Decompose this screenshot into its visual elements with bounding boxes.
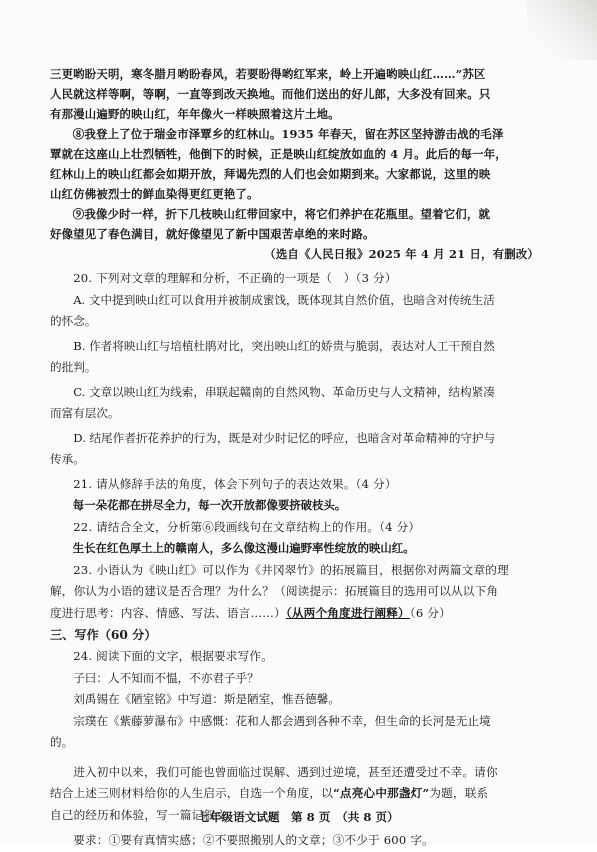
passage-line: 红林山上的映山红都会如期开放，拜谒先烈的人们也会如期到来。大家都说，这里的映 [50,167,491,181]
question-21 [50,474,553,517]
question-stem: 21. 请从修辞手法的角度，体会下列句子的表达效果。（4 分） [73,476,397,491]
question-line: 解，你认为小语的建议是否合理？为什么？（阅读提示：拓展篇目的选用可以从以下角 [50,584,499,598]
passage-line: ⑨我像少时一样，折下几枝映山红带回家中，将它们养护在花瓶里。望着它们，就 [72,207,491,221]
option-b: B. 作者将映山红与培植杜鹃对比，突出映山红的娇贵与脆弱，表达对人工干预自然 [73,338,495,353]
option-c: C. 文章以映山红为线索，串联起赣南的自然风物、革命历史与人文精神，结构紧凑 [73,384,495,399]
material-3-continued: 的。 [50,735,74,749]
question-text: 度进行思考：内容、情感、写法、语言……） [50,605,286,620]
reading-passage [50,64,553,264]
option-d: D. 结尾作者折花养护的行为，既是对少时记忆的呼应，也暗含对革命精神的守护与 [73,430,496,445]
passage-line: ⑧我登上了位于瑞金市泽覃乡的红林山。1935 年春天，留在苏区坚持游击战的毛泽 [72,127,504,141]
option-b-continued: 的批判。 [50,360,97,374]
question-quote: 每一朵花都在拼尽全力，每一次开放都像要挤破枝头。 [72,498,347,512]
passage-line: 三更哟盼天明，寒冬腊月哟盼春风，若要盼得哟红军来，岭上开遍哟映山红……”苏区 [50,67,486,81]
question-23 [50,560,553,625]
writing-requirements: 要求：①要有真情实感；②不要照搬别人的文章；③不少于 600 字。 [73,833,434,847]
passage-line: 有那漫山遍野的映山红，年年像火一样映照着这片土地。 [50,107,340,121]
passage-line: 覃就在这座山上壮烈牺牲，他倒下的时候，正是映山红绽放如血的 4 月。此后的每一年， [50,147,507,161]
writing-prompt: 自己的经历和体验，写一篇记叙文。 [50,807,239,822]
prompt-text: 为题，联系 [429,786,489,800]
question-line: 23. 小语认为《映山红》可以作为《井冈翠竹》的拓展篇目，根据你对两篇文章的理 [73,562,509,577]
option-c-continued: 而富有层次。 [50,406,120,420]
question-stem: 20. 下列对文章的理解和分析，不正确的一项是（ ）（3 分） [73,271,397,285]
question-line [50,603,553,625]
prompt-text: 结合上述三则材料给你的人生启示，自选一个角度，以 [50,786,334,800]
question-quote: 生长在红色厚土上的赣南人，多么像这漫山遍野率性绽放的映山红。 [72,541,415,555]
passage-line: 山红仿佛被烈士的鲜血染得更红更艳了。 [50,187,259,201]
question-20 [50,268,553,471]
writing-prompt [50,783,553,805]
handwritten-note: （从两个角度进行阐释） [285,605,410,620]
question-22 [50,517,553,560]
page-footer: 七年级语文试题 第 8 页 （共 8 页） [198,810,399,824]
material-1: 子曰：人不知而不愠，不亦君子乎？ [73,670,259,685]
page-corner-shadow [527,0,597,60]
question-stem: 22. 请结合全文，分析第⑥段画线句在文章结构上的作用。（4 分） [73,519,421,534]
passage-source: （选自《人民日报》2025 年 4 月 21 日，有删改） [264,247,539,261]
option-a-continued: 的怀念。 [50,314,97,328]
question-stem: 24. 阅读下面的文字，根据要求写作。 [73,649,274,663]
material-3: 宗璞在《紫藤萝瀑布》中感慨：花和人都会遇到各种不幸，但生命的长河是无止境 [73,713,491,728]
option-a: A. 文中提到映山红可以食用并被制成蜜饯，既体现其自然价值，也暗含对传统生活 [73,292,495,307]
essay-title: “点亮心中那盏灯” [333,786,430,800]
question-score: （6 分） [409,605,451,620]
section-title: 三、写作（60 分） [50,628,157,642]
option-d-continued: 传承。 [50,452,85,466]
passage-line: 人民就这样等啊，等啊，一直等到改天换地。而他们送出的好儿郎，大多没有回来。只 [50,87,491,101]
material-2: 刘禹锡在《陋室铭》中写道：斯是陋室，惟吾德馨。 [73,692,340,706]
writing-prompt: 进入初中以来，我们可能也曾面临过误解、遇到过逆境，甚至还遭受过不幸。请你 [73,764,498,779]
passage-line: 好像望见了春色满目，就好像望见了新中国艰苦卓绝的来时路。 [50,227,375,241]
